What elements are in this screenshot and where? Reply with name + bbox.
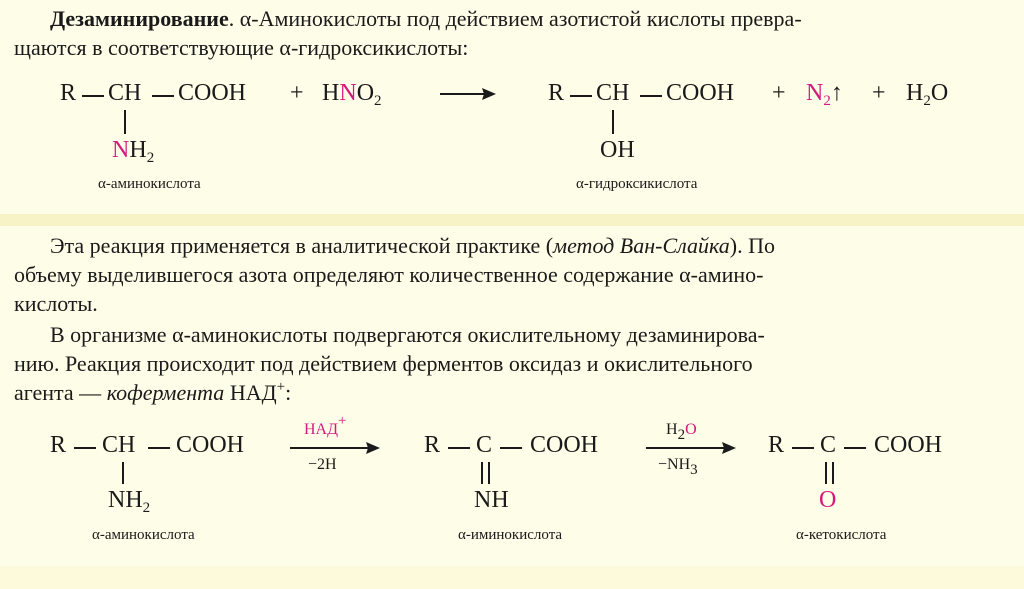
paragraph-oxidative: В организме α-аминокислоты подвергаются окислительному дезаминирова- нию. Реакция происходит под действием ферментов оксидаз и окислительного агента — кофермента НАД+: — [14, 322, 765, 405]
double-bond — [481, 462, 483, 484]
reaction-arrow — [440, 86, 496, 102]
term-deamination: Дезаминирование — [50, 6, 229, 31]
r1-product-ch: CH — [596, 80, 630, 106]
bond — [148, 447, 170, 449]
bond — [640, 95, 662, 97]
r1-reactant-nh2: $NH_2$ — [112, 137, 155, 166]
r2-keto-o: O — [819, 487, 837, 513]
plus: + — [872, 80, 886, 106]
gas-arrow-icon: ↑ — [830, 80, 843, 106]
reaction-arrow — [646, 440, 736, 456]
r2-amino-cooh: COOH — [176, 432, 245, 458]
plus: + — [290, 80, 304, 106]
r2-imino-c: C — [476, 432, 493, 458]
r1-reactant-r: R — [60, 80, 77, 106]
double-bond — [825, 462, 827, 484]
r2-caption-amino: α-аминокислота — [92, 527, 195, 543]
bond — [844, 447, 866, 449]
r1-water: $H_2O$ — [906, 80, 949, 109]
r2-keto-c: C — [820, 432, 837, 458]
r1-reactant-cooh: COOH — [178, 80, 247, 106]
bond — [82, 95, 104, 97]
r2-imino-nh: NH — [474, 487, 509, 513]
r1-product-oh: OH — [600, 137, 635, 163]
bond — [152, 95, 174, 97]
bond — [792, 447, 814, 449]
r1-reactant-ch: CH — [108, 80, 142, 106]
bond — [570, 95, 592, 97]
r1-caption-amino: α-аминокислота — [98, 176, 201, 192]
r2-caption-imino: α-иминокислота — [458, 527, 563, 543]
arrow1-label-minus-2h: −2H — [308, 456, 337, 473]
intro-paragraph: Дезаминирование. α-Аминокислоты под действием азотистой кислоты превра- щаются в соответствующие α-гидроксикислоты: — [14, 6, 802, 60]
bond — [124, 110, 126, 134]
r2-amino-nh2: $NH_2$ — [108, 487, 151, 516]
r2-imino-cooh: COOH — [530, 432, 599, 458]
r1-product-cooh: COOH — [666, 80, 735, 106]
r1-hno2: $HNO_2$ — [322, 80, 382, 109]
r2-keto-r: R — [768, 432, 785, 458]
bond — [448, 447, 470, 449]
panel-gap — [0, 214, 1024, 226]
arrow1-label-nad: НАД+ — [304, 413, 347, 438]
paragraph-van-slyke: Эта реакция применяется в аналитической практике (метод Ван-Слайка). По объему выделившегося азота определяют количественное содержание α-амино- кислоты. — [14, 233, 775, 316]
bond — [612, 110, 614, 134]
r1-product-r: R — [548, 80, 565, 106]
r2-imino-r: R — [424, 432, 441, 458]
arrow2-label-minus-nh3: $-NH_3$ — [658, 456, 698, 478]
double-bond — [832, 462, 834, 484]
bond — [500, 447, 522, 449]
r2-amino-r: R — [50, 432, 67, 458]
bond — [122, 462, 124, 484]
double-bond — [488, 462, 490, 484]
r2-caption-keto: α-кетокислота — [796, 527, 887, 543]
r1-caption-hydroxy: α-гидроксикислота — [576, 176, 698, 192]
arrow2-label-water: $H_2O$ — [666, 421, 697, 443]
r2-keto-cooh: COOH — [874, 432, 943, 458]
plus: + — [772, 80, 786, 106]
r1-nitrogen-gas: $N_2↑$ — [806, 80, 843, 109]
r2-amino-ch: CH — [102, 432, 136, 458]
bond — [74, 447, 96, 449]
reaction-arrow — [290, 440, 380, 456]
